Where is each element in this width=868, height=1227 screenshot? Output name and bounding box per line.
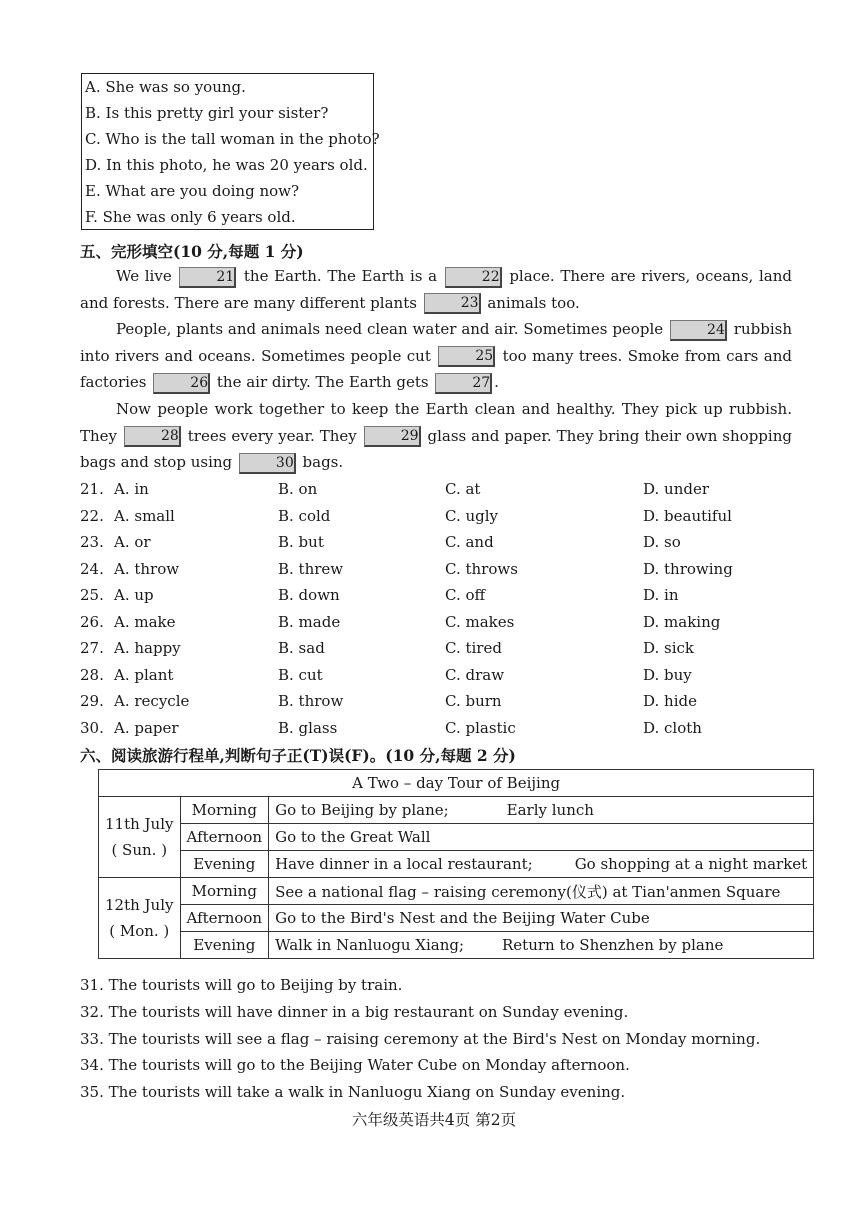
answer-choice[interactable]: A. up <box>114 586 154 604</box>
question-number: 21. <box>80 480 104 498</box>
activity-cell <box>269 932 814 959</box>
cloze-text: bags. <box>302 453 344 471</box>
answer-choice[interactable]: D. sick <box>643 639 695 657</box>
answer-choice[interactable]: B. but <box>278 533 324 551</box>
answer-choice[interactable]: C. tired <box>445 639 502 657</box>
statement-33: 33. The tourists will see a flag – raising ceremony at the Bird's Nest on Monday morning. <box>80 1030 761 1048</box>
answer-choice[interactable]: D. hide <box>643 692 697 710</box>
activity-text: Early lunch <box>506 801 594 819</box>
question-row <box>80 480 792 506</box>
question-row <box>80 719 792 745</box>
option-f: F. She was only 6 years old. <box>85 208 296 226</box>
activity-text: Go to the Great Wall <box>275 828 431 846</box>
answer-choice[interactable]: D. cloth <box>643 718 702 737</box>
answer-choice[interactable]: B. throw <box>278 692 344 710</box>
answer-choice[interactable]: B. cut <box>278 665 323 684</box>
question-number: 28. <box>80 665 104 684</box>
cloze-blank-26[interactable]: 26 <box>153 373 210 394</box>
cloze-text: rubbish into rivers and oceans. Sometimes people cut <box>80 320 792 365</box>
answer-choice[interactable]: D. under <box>643 480 709 498</box>
activity-cell <box>269 851 814 878</box>
cloze-blank-27[interactable]: 27 <box>435 373 492 394</box>
activity-text: Return to Shenzhen by plane <box>502 936 724 954</box>
answer-choice[interactable]: B. down <box>278 586 340 604</box>
cloze-paragraph-1 <box>80 263 792 316</box>
statement-34: 34. The tourists will go to the Beijing Water Cube on Monday afternoon. <box>80 1056 630 1074</box>
tour-table <box>98 769 814 959</box>
question-number: 24. <box>80 559 104 578</box>
activity-text: Go shopping at a night market <box>574 855 808 873</box>
cloze-text: place. There are rivers, oceans, land and forests. There are many different plants <box>80 267 792 312</box>
statement-35: 35. The tourists will take a walk in Nanluogu Xiang on Sunday evening. <box>80 1083 626 1101</box>
page-footer: 六年级英语共4页 第2页 <box>351 1111 517 1129</box>
answer-choice[interactable]: D. throwing <box>643 559 733 578</box>
options-box <box>81 73 380 230</box>
cloze-text: animals too. <box>487 293 580 312</box>
question-number: 23. <box>80 533 104 551</box>
question-number: 25. <box>80 586 104 604</box>
cloze-paragraph-3 <box>80 396 792 476</box>
option-d: D. In this photo, he was 20 years old. <box>85 156 368 174</box>
answer-choice[interactable]: C. throws <box>445 559 518 578</box>
answer-choice[interactable]: A. happy <box>114 639 181 657</box>
activity-text: See a national flag – raising ceremony(仪式) at Tian'anmen Square <box>275 882 781 901</box>
cloze-paragraph-2 <box>80 316 792 396</box>
cloze-text: . <box>494 373 499 391</box>
option-a: A. She was so young. <box>85 78 246 96</box>
cloze-text: We live <box>116 267 172 285</box>
day2-weekday: ( Mon. ) <box>109 922 170 940</box>
answer-choice[interactable]: A. make <box>114 612 176 631</box>
activity-cell <box>269 905 814 932</box>
cloze-text: glass and paper. They bring their own shopping bags and stop using <box>80 426 792 471</box>
cloze-blank-30[interactable]: 30 <box>239 453 296 474</box>
answer-choice[interactable]: A. recycle <box>114 692 190 710</box>
statement-32: 32. The tourists will have dinner in a big restaurant on Sunday evening. <box>80 1003 629 1021</box>
answer-choice[interactable]: D. so <box>643 533 681 551</box>
option-b: B. Is this pretty girl your sister? <box>85 104 329 122</box>
time-cell: Morning <box>180 878 269 905</box>
answer-choice[interactable]: A. plant <box>114 665 174 684</box>
cloze-text: Now people work together to keep the Earth clean and healthy. They pick up rubbish. They <box>80 400 792 445</box>
tour-table-title: A Two – day Tour of Beijing <box>99 770 814 797</box>
answer-choice[interactable]: A. small <box>114 506 175 525</box>
option-e: E. What are you doing now? <box>85 182 300 200</box>
cloze-text: trees every year. They <box>187 426 357 445</box>
answer-choice[interactable]: C. off <box>445 586 486 604</box>
question-row <box>80 507 792 533</box>
question-row <box>80 692 792 718</box>
answer-choice[interactable]: C. burn <box>445 692 502 710</box>
cloze-text: too many trees. Smoke from cars and factories <box>80 346 792 391</box>
question-row <box>80 666 792 692</box>
time-cell: Afternoon <box>180 824 269 851</box>
question-row <box>80 560 792 586</box>
question-row <box>80 533 792 559</box>
option-c: C. Who is the tall woman in the photo? <box>85 130 380 148</box>
answer-choice[interactable]: B. cold <box>278 506 331 525</box>
time-cell: Afternoon <box>180 905 269 932</box>
activity-text: Go to the Bird's Nest and the Beijing Water Cube <box>275 909 650 927</box>
question-number: 22. <box>80 506 104 525</box>
section5-title: 五、完形填空(10 分,每题 1 分) <box>80 242 304 261</box>
activity-text: Walk in Nanluogu Xiang; <box>275 936 465 954</box>
activity-text: Go to Beijing by plane; <box>275 801 449 819</box>
answer-choice[interactable]: D. in <box>643 586 679 604</box>
time-cell: Morning <box>180 797 269 824</box>
cloze-text: the air dirty. The Earth gets <box>216 373 429 391</box>
question-number: 26. <box>80 612 104 631</box>
cloze-blank-29[interactable]: 29 <box>364 426 421 447</box>
activity-text: Have dinner in a local restaurant; <box>275 855 533 873</box>
answer-choice[interactable]: B. made <box>278 612 341 631</box>
cloze-blank-28[interactable]: 28 <box>124 426 181 447</box>
answer-choice[interactable]: C. makes <box>445 612 515 631</box>
day2-date: 12th July <box>105 896 174 914</box>
day1-weekday: ( Sun. ) <box>111 841 168 859</box>
answer-choice[interactable]: C. draw <box>445 665 505 684</box>
answer-choice[interactable]: A. in <box>114 480 149 498</box>
answer-choice[interactable]: B. glass <box>278 718 338 737</box>
day1-date: 11th July <box>105 815 174 833</box>
day2-cell <box>99 878 181 959</box>
answer-choice[interactable]: C. plastic <box>445 718 516 737</box>
activity-cell <box>269 878 814 905</box>
answer-choice[interactable]: D. buy <box>643 665 692 684</box>
cloze-text: the Earth. The Earth is a <box>243 267 438 285</box>
answer-choice[interactable]: D. beautiful <box>643 506 732 525</box>
question-number: 30. <box>80 718 104 737</box>
activity-cell <box>269 824 814 851</box>
cloze-text: People, plants and animals need clean water and air. Sometimes people <box>116 320 664 338</box>
question-row <box>80 639 792 665</box>
question-row <box>80 613 792 639</box>
question-number: 27. <box>80 639 104 657</box>
cloze-blank-22[interactable]: 22 <box>445 267 502 288</box>
answer-choice[interactable]: A. throw <box>114 559 180 578</box>
section6-title: 六、阅读旅游行程单,判断句子正(T)误(F)。(10 分,每题 2 分) <box>80 746 516 765</box>
answer-choice[interactable]: B. threw <box>278 559 344 578</box>
question-number: 29. <box>80 692 104 710</box>
answer-choice[interactable]: A. paper <box>114 718 179 737</box>
answer-choice[interactable]: C. at <box>445 480 481 498</box>
day1-cell <box>99 797 181 878</box>
answer-choice[interactable]: C. and <box>445 533 494 551</box>
question-row <box>80 586 792 612</box>
cloze-blank-25[interactable]: 25 <box>438 346 495 367</box>
cloze-blank-23[interactable]: 23 <box>424 293 481 314</box>
answer-choice[interactable]: D. making <box>643 612 721 631</box>
answer-choice[interactable]: C. ugly <box>445 506 499 525</box>
answer-choice[interactable]: A. or <box>114 533 151 551</box>
activity-cell <box>269 797 814 824</box>
statement-31: 31. The tourists will go to Beijing by train. <box>80 976 403 994</box>
answer-choice[interactable]: B. sad <box>278 639 325 657</box>
cloze-blank-24[interactable]: 24 <box>670 320 727 341</box>
cloze-blank-21[interactable]: 21 <box>179 267 236 288</box>
answer-choice[interactable]: B. on <box>278 480 318 498</box>
time-cell: Evening <box>180 932 269 959</box>
time-cell: Evening <box>180 851 269 878</box>
